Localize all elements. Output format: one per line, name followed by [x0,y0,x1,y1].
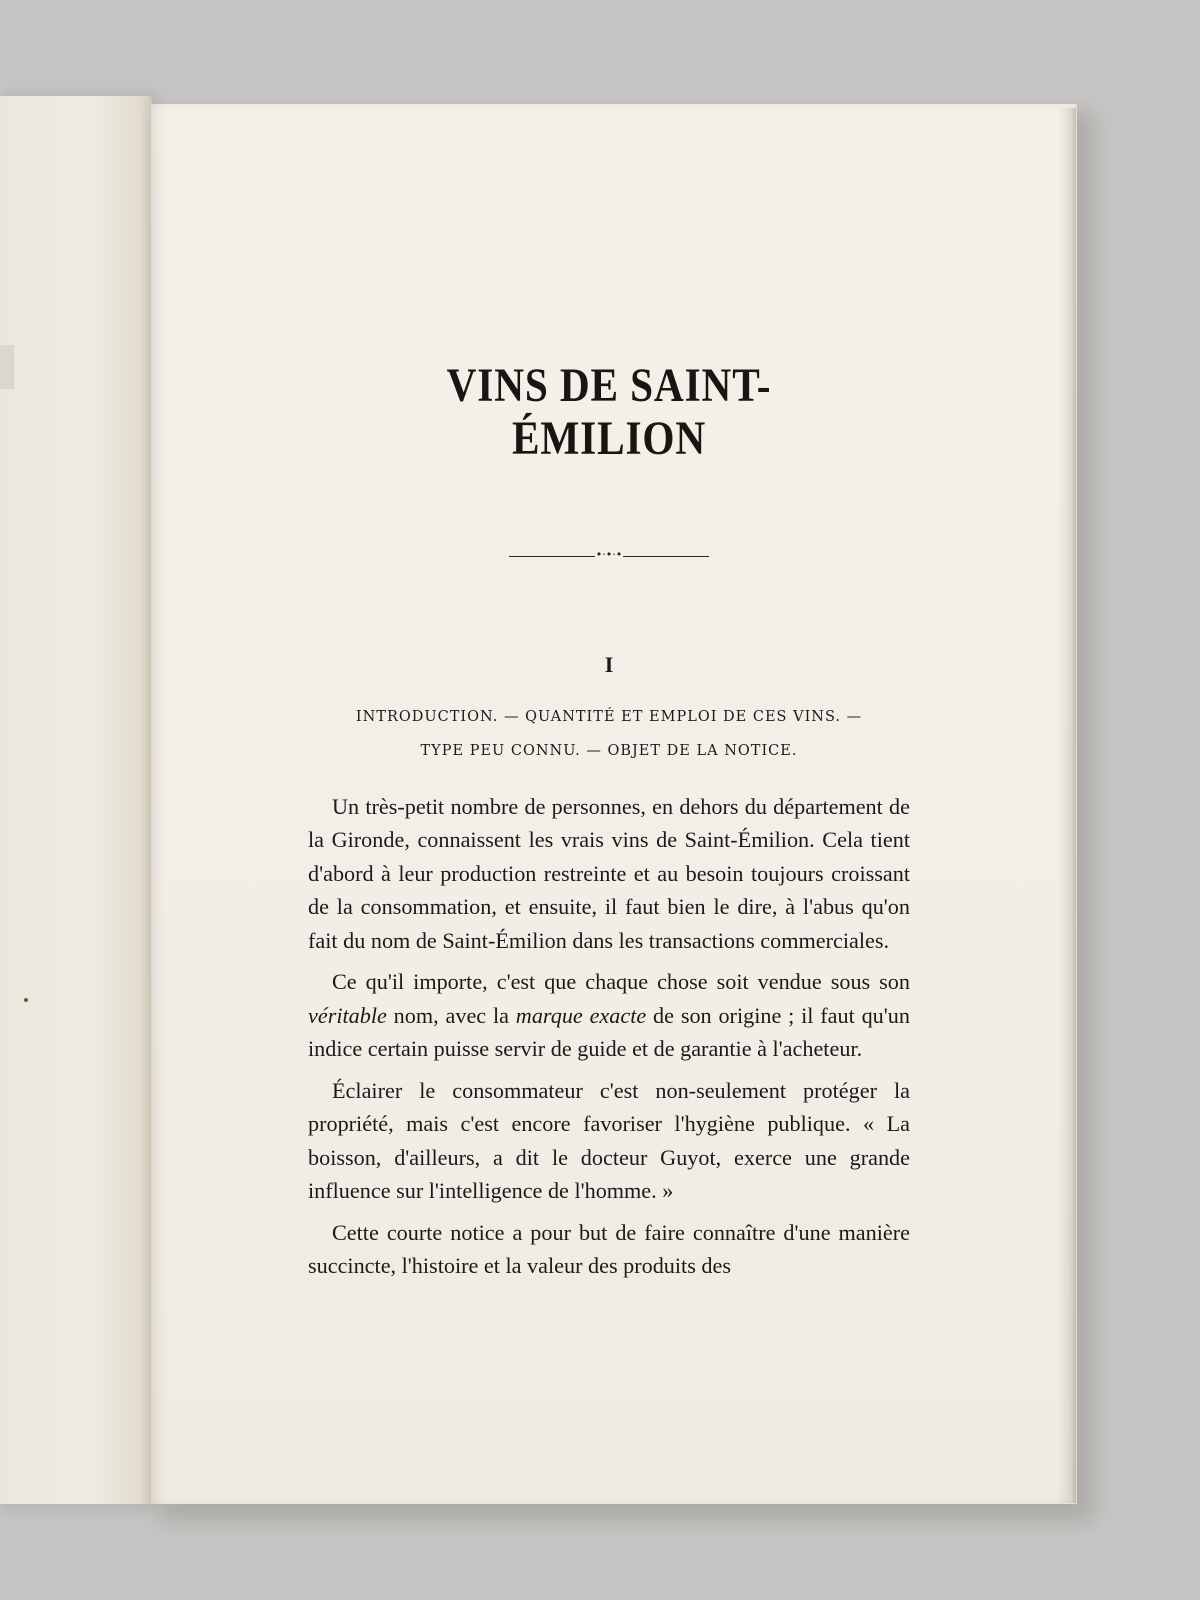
page-title: VINS DE SAINT-ÉMILION [446,359,772,465]
paragraph-2-part-e: de son origine ; il faut qu'un indice certain puisse servir de guide et de garantie à l'acheteur. [308,1002,910,1062]
paragraph-2-italic-marque: marque exacte [515,1002,647,1028]
left-page [0,96,152,1504]
ornament-center: •·•·• [595,547,623,561]
left-page-spot [24,998,28,1002]
body-text [308,790,910,1283]
section-heading-line-1: INTRODUCTION. — QUANTITÉ ET EMPLOI DE CES VINS. — [355,708,863,725]
paragraph-3: Éclairer le consommateur c'est non-seulement protéger la propriété, mais c'est encore favoriser l'hygiène publique. « La boisson, d'ailleurs, a dit le docteur Guyot, exerce une grande influence sur l'intelligence de l'homme. » [308,1077,910,1204]
paragraph-2-part-a: Ce qu'il importe, c'est que chaque chose soit vendue sous son [332,969,910,995]
section-number: I [604,651,614,677]
section-heading [308,700,910,768]
page-content [308,360,910,1291]
ornament-line-left [509,556,595,558]
paragraph-2-part-c: nom, avec la [386,1002,516,1028]
paragraph-2-italic-veritable: véritable [308,1002,387,1028]
left-page-bleed-mark [0,345,14,389]
title-ornament [509,547,709,562]
paragraph-2 [308,965,910,1066]
paragraph-4: Cette courte notice a pour but de faire connaître d'une manière succincte, l'histoire et la valeur des produits des [308,1219,910,1279]
paragraph-1: Un très-petit nombre de personnes, en dehors du département de la Gironde, connaissent les vrais vins de Saint-Émilion. Cela tient d'abord à leur production restreinte et au besoin toujours croissant de la consommation, et ensuite, il faut bien le dire, à l'abus qu'on fait du nom de Saint-Émilion dans les transactions commerciales. [308,793,910,953]
page-edge [1058,108,1076,1503]
section-heading-line-2: TYPE PEU CONNU. — OBJET DE LA NOTICE. [420,742,798,759]
ornament-line-right [623,556,709,558]
